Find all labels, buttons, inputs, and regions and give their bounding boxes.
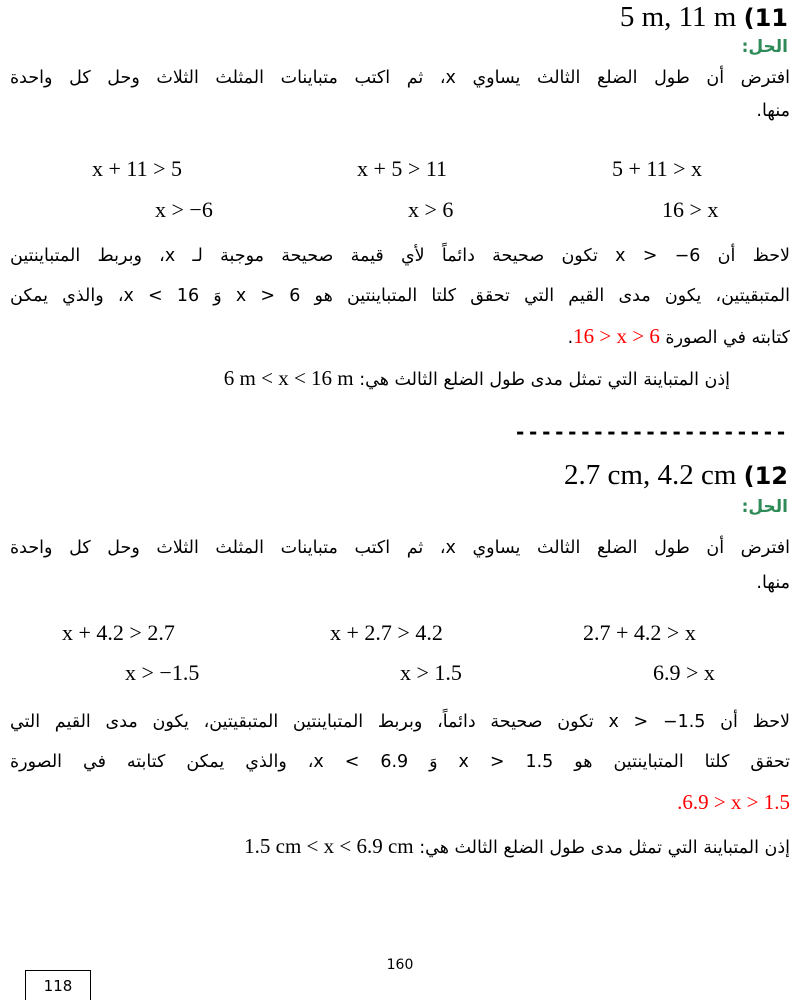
page-number: 160 bbox=[386, 957, 414, 973]
problem-11-answer-math: 6 m < x < 16 m bbox=[223, 366, 354, 390]
problem-11-range-math: 16 > x > 6 bbox=[573, 324, 660, 348]
inequality: x + 2.7 > 4.2 bbox=[330, 620, 443, 645]
inequality: 6.9 > x bbox=[653, 660, 715, 685]
problem-11-note-line2: المتبقيتين، يكون مدى القيم التي تحقق كلتا المتباينتين هو 6 < x وَ x < 16، والذي يمكن bbox=[10, 286, 790, 306]
problem-11-intro-line1: افترض أن طول الضلع الثالث يساوي x، ثم اكتب متباينات المثلث الثلاث وحل كل واحدة bbox=[10, 68, 791, 88]
inequality: 5 + 11 > x bbox=[612, 156, 702, 181]
problem-11-answer bbox=[10, 358, 730, 400]
problem-11-heading bbox=[620, 0, 788, 35]
problem-12-inequalities-row1 bbox=[0, 620, 800, 650]
problem-11-note-line3: كتابته في الصورة 16 > x > 6. bbox=[567, 324, 790, 348]
problem-11-answer-text: إذن المتباينة التي تمثل مدى طول الضلع الثالث هي: bbox=[359, 370, 730, 390]
problem-12-note bbox=[10, 702, 790, 824]
problem-12-intro-line2: منها. bbox=[756, 573, 790, 593]
problem-12-intro-line1: افترض أن طول الضلع الثالث يساوي x، ثم اكتب متباينات المثلث الثلاث وحل كل واحدة bbox=[10, 538, 791, 558]
problem-12-given: 2.7 cm, 4.2 cm bbox=[564, 459, 737, 491]
problem-12-note-line3 bbox=[10, 782, 790, 824]
problem-12-intro bbox=[10, 528, 790, 598]
problem-12-range-math: .6.9 > x > 1.5 bbox=[677, 790, 790, 814]
problem-11-intro bbox=[10, 58, 790, 124]
inequality: x + 5 > 11 bbox=[357, 156, 447, 181]
problem-11-note bbox=[10, 236, 790, 358]
problem-11-note-line3-text: كتابته في الصورة bbox=[665, 328, 790, 348]
inequality: x > 1.5 bbox=[400, 660, 462, 685]
problem-11-given: 5 m, 11 m bbox=[619, 1, 737, 33]
section-separator: --------------------- bbox=[514, 420, 788, 444]
problem-11-inequalities-row2 bbox=[0, 197, 800, 227]
problem-12-answer bbox=[10, 826, 790, 868]
inequality: x + 11 > 5 bbox=[92, 156, 182, 181]
inequality: 2.7 + 4.2 > x bbox=[583, 620, 696, 645]
inequality: x > 6 bbox=[408, 197, 454, 222]
problem-12-solution-label: الحل: bbox=[741, 497, 788, 517]
problem-11-note-line1: لاحظ أن 6− < x تكون صحيحة دائماً لأي قيمة صحيحة موجبة لـ x، وبربط المتباينتين bbox=[10, 246, 790, 266]
problem-12-inequalities-row2 bbox=[0, 660, 800, 690]
problem-12-heading bbox=[564, 458, 788, 493]
inequality: 16 > x bbox=[662, 197, 719, 222]
problem-12-number: (12 bbox=[743, 462, 788, 490]
problem-11-intro-line2: منها. bbox=[756, 101, 790, 121]
inequality: x > −1.5 bbox=[125, 660, 200, 685]
page-number-box: 118 bbox=[25, 970, 91, 1000]
inequality: x + 4.2 > 2.7 bbox=[62, 620, 175, 645]
problem-11-number: (11 bbox=[743, 4, 788, 32]
problem-12-answer-text: إذن المتباينة التي تمثل مدى طول الضلع الثالث هي: bbox=[419, 838, 790, 858]
problem-11-solution-label: الحل: bbox=[741, 37, 788, 57]
problem-12-note-line1: لاحظ أن 1.5− < x تكون صحيحة دائماً، وبربط المتباينتين المتبقيتين، يكون مدى القيم التي bbox=[10, 712, 791, 732]
inequality: x > −6 bbox=[155, 197, 213, 222]
problem-12-note-line2: تحقق كلتا المتباينتين هو 1.5 < x وَ x < 6.9، والذي يمكن كتابته في الصورة bbox=[10, 752, 790, 772]
problem-11-inequalities-row1 bbox=[0, 156, 800, 186]
problem-12-answer-math: 1.5 cm < x < 6.9 cm bbox=[244, 834, 414, 858]
